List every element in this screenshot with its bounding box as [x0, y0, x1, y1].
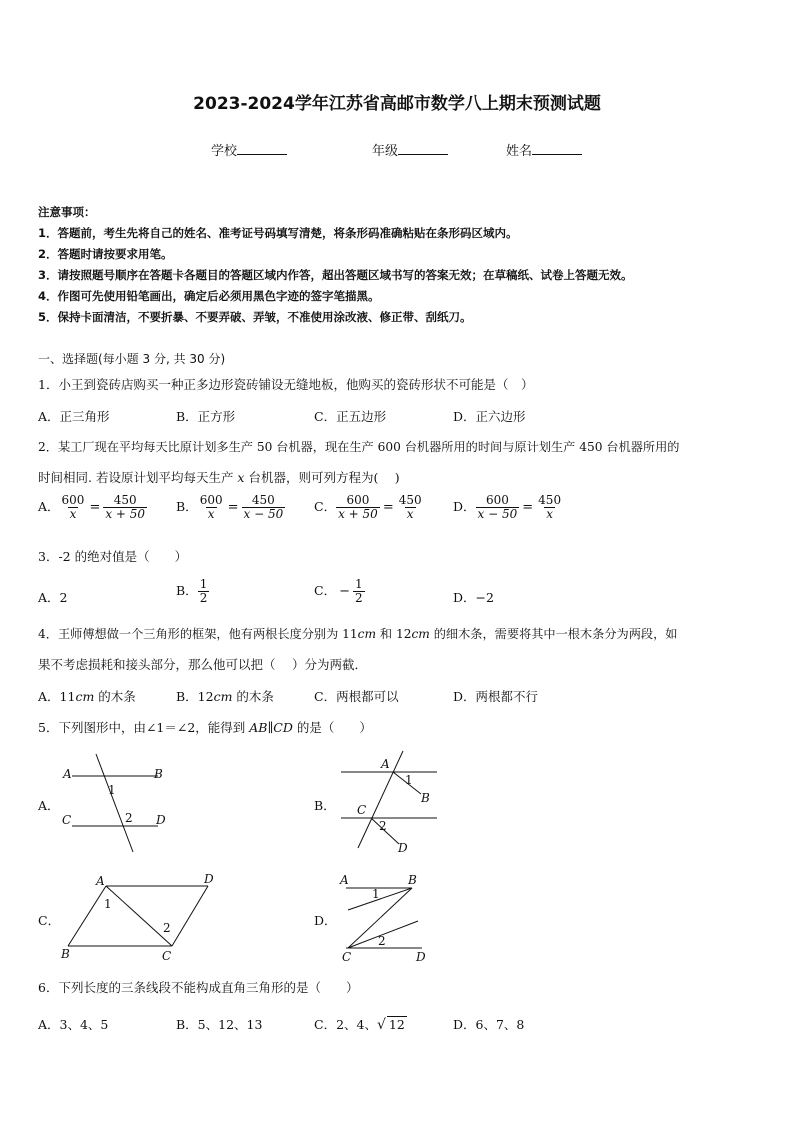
q2-option-d: D． $\frac{600}{x - 50}$ = $\frac{450}{x}$: [453, 493, 562, 521]
grade-field: [372, 140, 448, 159]
q5-stem: 5．下列图形中，由∠1＝∠2，能得到 AB∥CD 的是（ ）: [38, 720, 372, 735]
q2-option-c: C． $\frac{600}{x + 50}$ = $\frac{450}{x}$: [314, 493, 422, 521]
q6-stem: 6．下列长度的三条线段不能构成直角三角形的是（ ）: [38, 980, 359, 995]
grade-blank: [398, 142, 448, 155]
q4-option-c: C．两根都可以: [314, 689, 399, 704]
svg-text:2: 2: [125, 811, 133, 825]
svg-text:B: B: [154, 767, 163, 781]
q5-option-d-label: D．: [314, 913, 337, 928]
notice-item: 3．请按照题号顺序在答题卡各题目的答题区域内作答，超出答题区域书写的答案无效；在草稿纸、试卷上答题无效。: [38, 268, 633, 282]
q5-figure-b: [333, 748, 448, 858]
q4-stem-line2: 果不考虑损耗和接头部分，那么他可以把（ ）分为两截．: [38, 657, 367, 672]
q6-option-a: A．3、4、5: [38, 1017, 109, 1032]
q1-option-d: D．正六边形: [453, 409, 526, 424]
name-field: [506, 140, 582, 159]
q4-option-d: D．两根都不行: [453, 689, 539, 704]
q5-figure-a: [58, 750, 178, 855]
svg-text:C: C: [342, 950, 352, 963]
svg-text:2: 2: [378, 934, 386, 948]
notice-item: 5．保持卡面清洁，不要折暴、不要弄破、弄皱，不准使用涂改液、修正带、刮纸刀。: [38, 310, 472, 324]
school-blank: [237, 142, 287, 155]
name-blank: [532, 142, 582, 155]
q6-option-b: B．5、12、13: [176, 1017, 263, 1032]
svg-text:2: 2: [163, 921, 171, 935]
svg-text:B: B: [408, 873, 417, 887]
notice-item: 2．答题时请按要求用笔。: [38, 247, 173, 261]
q5-option-b-label: B．: [314, 798, 336, 813]
svg-text:D: D: [204, 872, 214, 886]
svg-text:D: D: [416, 950, 426, 963]
svg-text:1: 1: [372, 887, 380, 901]
svg-text:1: 1: [108, 783, 116, 797]
q2-option-a: A． $\frac{600}{x}$ = $\frac{450}{x + 50}$: [38, 493, 146, 521]
svg-text:B: B: [421, 791, 430, 805]
q5-option-a-label: A．: [38, 798, 60, 813]
svg-text:2: 2: [379, 819, 387, 833]
svg-text:C: C: [62, 813, 72, 827]
q3-stem: 3．-2 的绝对值是（ ）: [38, 549, 188, 564]
school-label: 学校: [211, 144, 238, 159]
name-label: 姓名: [506, 144, 533, 159]
school-field: [211, 140, 287, 159]
svg-text:1: 1: [405, 773, 413, 787]
q1-option-a: A．正三角形: [38, 409, 110, 424]
grade-label: 年级: [372, 144, 399, 159]
q5-figure-c: [58, 868, 218, 963]
notice-item: 1．答题前，考生先将自己的姓名、准考证号码填写清楚，将条形码准确粘贴在条形码区域内。: [38, 226, 518, 240]
notice-heading: 注意事项：: [38, 205, 96, 219]
q2-stem-line1: 2．某工厂现在平均每天比原计划多生产 50 台机器，现在生产 600 台机器所用的时间与原计划生产 450 台机器所用的: [38, 440, 680, 454]
svg-text:C: C: [162, 949, 172, 963]
q2-stem-line2: 时间相同. 若设原计划平均每天生产 x 台机器，则可列方程为( ): [38, 470, 400, 485]
q3-option-c: C． − $\frac{1}{2}$: [314, 577, 363, 605]
q6-option-d: D．6、7、8: [453, 1017, 525, 1032]
notice-item: 4．作图可先使用铅笔画出，确定后必须用黑色字迹的签字笔描黑。: [38, 289, 380, 303]
q5-option-c-label: C．: [38, 913, 61, 928]
q3-option-d: D．−2: [453, 590, 494, 605]
q3-option-a: A．2: [38, 590, 68, 605]
section-heading: 一、选择题(每小题 3 分, 共 30 分): [38, 352, 226, 366]
q3-option-b: B． $\frac{1}{2}$: [176, 577, 208, 605]
q4-option-b: B．12cm 的木条: [176, 689, 274, 704]
q2-option-b: B． $\frac{600}{x}$ = $\frac{450}{x - 50}$: [176, 493, 284, 521]
svg-text:D: D: [156, 813, 166, 827]
q6-option-c: C．2、4、√ 12: [314, 1017, 405, 1033]
svg-text:A: A: [63, 767, 72, 781]
svg-text:A: A: [96, 874, 105, 888]
svg-text:A: A: [340, 873, 349, 887]
q4-stem-line1: 4．王师傅想做一个三角形的框架，他有两根长度分别为 11cm 和 12cm 的细木条，需要将其中一根木条分为两段，如: [38, 627, 678, 641]
q5-figure-d: [336, 868, 436, 963]
svg-text:C: C: [357, 803, 367, 817]
q1-stem: 1．小王到瓷砖店购买一种正多边形瓷砖铺设无缝地板，他购买的瓷砖形状不可能是（ ）: [38, 377, 534, 392]
page-title: 2023-2024学年江苏省高邮市数学八上期末预测试题: [193, 94, 601, 114]
svg-text:A: A: [381, 757, 390, 771]
svg-text:B: B: [61, 947, 70, 961]
svg-text:D: D: [398, 841, 408, 855]
q1-option-c: C．正五边形: [314, 409, 387, 424]
svg-text:1: 1: [104, 897, 112, 911]
q4-option-a: A．11cm 的木条: [38, 689, 136, 704]
q1-option-b: B．正方形: [176, 409, 236, 424]
